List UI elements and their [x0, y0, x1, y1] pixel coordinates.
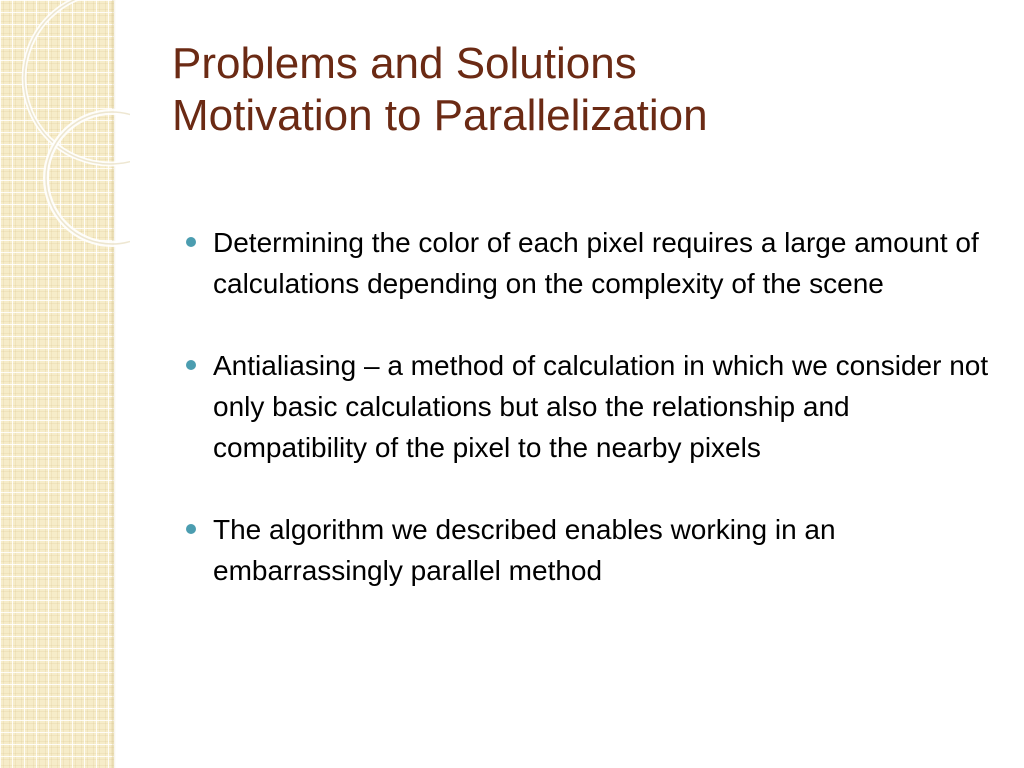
bullet-list [186, 222, 996, 591]
bullet-marker-icon [186, 360, 196, 370]
bullet-text: The algorithm we described enables working in an embarrassingly parallel method [213, 514, 836, 586]
slide-title [172, 38, 708, 142]
bullet-text: Antialiasing – a method of calculation in which we consider not only basic calculations but also the relationship and compatibility of the pixel to the nearby pixels [213, 350, 989, 463]
bullet-text: Determining the color of each pixel requires a large amount of calculations depending on the complexity of the scene [213, 227, 979, 299]
bullet-marker-icon [186, 237, 196, 247]
bullet-item [186, 345, 996, 468]
bullet-item [186, 509, 996, 591]
decorative-rings-icon [0, 0, 130, 260]
slide-title-line-1: Problems and Solutions [172, 39, 637, 88]
slide-title-line-2: Motivation to Parallelization [172, 91, 708, 140]
bullet-item [186, 222, 996, 304]
bullet-marker-icon [186, 524, 196, 534]
